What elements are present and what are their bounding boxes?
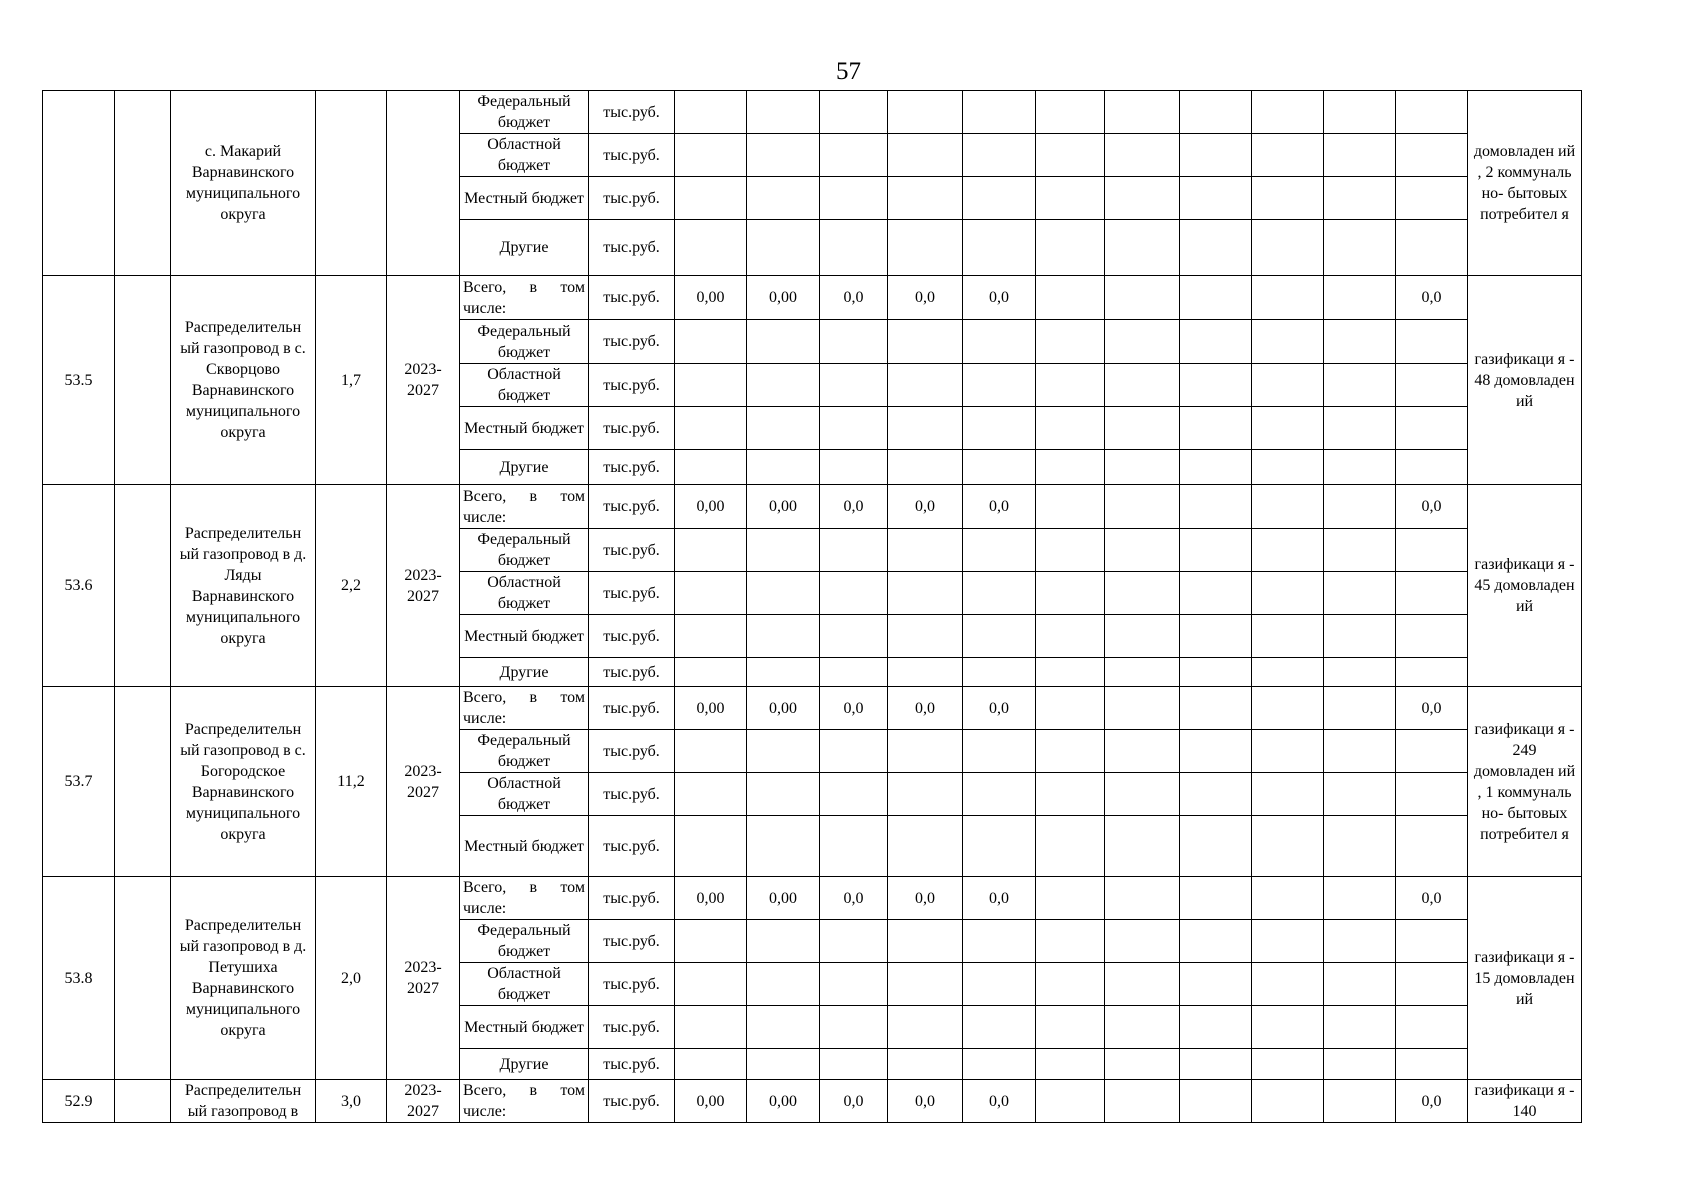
- unit: тыс.руб.: [589, 773, 675, 816]
- item-number: 53.6: [43, 485, 115, 687]
- value: 0,00: [675, 276, 747, 320]
- value: 0,00: [747, 877, 820, 920]
- value: 0,0: [820, 687, 888, 730]
- fund-other: Другие: [460, 450, 589, 485]
- fund-local: Местный бюджет: [460, 816, 589, 877]
- value: 0,0: [963, 877, 1036, 920]
- value: 0,0: [888, 877, 963, 920]
- value: 0,0: [820, 276, 888, 320]
- object-name: Распределительн ый газопровод в д. Петушиха Варнавинского муниципального округа: [171, 877, 316, 1080]
- object-name: с. Макарий Варнавинского муниципального округа: [171, 91, 316, 276]
- unit: тыс.руб.: [589, 963, 675, 1006]
- value: 0,0: [1396, 877, 1468, 920]
- unit: тыс.руб.: [589, 816, 675, 877]
- value: 0,0: [888, 1080, 963, 1123]
- value: 0,0: [820, 485, 888, 529]
- fund-regional: Областной бюджет: [460, 963, 589, 1006]
- unit: тыс.руб.: [589, 730, 675, 773]
- fund-regional: Областной бюджет: [460, 134, 589, 177]
- item-number: 52.9: [43, 1080, 115, 1123]
- item-number: 53.5: [43, 276, 115, 485]
- period: 2023- 2027: [387, 877, 460, 1080]
- result-text: газификаци я - 15 домовладен ий: [1468, 877, 1582, 1080]
- value: 0,0: [1396, 1080, 1468, 1123]
- period: 2023- 2027: [387, 687, 460, 877]
- value: 0,0: [963, 485, 1036, 529]
- unit: тыс.руб.: [589, 687, 675, 730]
- pipeline-length: [316, 91, 387, 276]
- fund-local: Местный бюджет: [460, 1006, 589, 1049]
- table-row: [43, 1080, 1582, 1123]
- investment-table: [42, 90, 1582, 1123]
- pipeline-length: 2,2: [316, 485, 387, 687]
- value: 0,0: [1396, 276, 1468, 320]
- fund-federal: Федеральный бюджет: [460, 730, 589, 773]
- table-row: [43, 687, 1582, 730]
- period: 2023- 2027: [387, 485, 460, 687]
- fund-regional: Областной бюджет: [460, 773, 589, 816]
- item-number: 53.7: [43, 687, 115, 877]
- value: 0,0: [963, 1080, 1036, 1123]
- fund-other: Другие: [460, 1049, 589, 1080]
- value: 0,0: [888, 687, 963, 730]
- value: 0,00: [747, 1080, 820, 1123]
- fund-local: Местный бюджет: [460, 177, 589, 220]
- fund-local: Местный бюджет: [460, 407, 589, 450]
- unit: тыс.руб.: [589, 1006, 675, 1049]
- unit: тыс.руб.: [589, 485, 675, 529]
- unit: тыс.руб.: [589, 658, 675, 687]
- table-row: [43, 877, 1582, 920]
- unit: тыс.руб.: [589, 572, 675, 615]
- fund-total: Всего, в том числе:: [460, 485, 589, 529]
- object-name: Распределительн ый газопровод в с. Богородское Варнавинского муниципального округа: [171, 687, 316, 877]
- value: 0,0: [820, 1080, 888, 1123]
- fund-total: Всего, в том числе:: [460, 1080, 589, 1123]
- table-row: [43, 276, 1582, 320]
- object-name: Распределительн ый газопровод в: [171, 1080, 316, 1123]
- value: 0,00: [747, 485, 820, 529]
- period: 2023- 2027: [387, 276, 460, 485]
- period: [387, 91, 460, 276]
- fund-federal: Федеральный бюджет: [460, 320, 589, 364]
- fund-other: Другие: [460, 220, 589, 276]
- fund-total: Всего, в том числе:: [460, 877, 589, 920]
- result-text: газификаци я - 45 домовладен ий: [1468, 485, 1582, 687]
- unit: тыс.руб.: [589, 1080, 675, 1123]
- value: 0,0: [888, 485, 963, 529]
- value: 0,0: [963, 687, 1036, 730]
- value: 0,0: [888, 276, 963, 320]
- unit: тыс.руб.: [589, 276, 675, 320]
- item-number: 53.8: [43, 877, 115, 1080]
- unit: тыс.руб.: [589, 134, 675, 177]
- value: 0,00: [747, 687, 820, 730]
- result-text: газификаци я - 48 домовладен ий: [1468, 276, 1582, 485]
- period: 2023- 2027: [387, 1080, 460, 1123]
- unit: тыс.руб.: [589, 877, 675, 920]
- value: 0,00: [675, 485, 747, 529]
- result-text: газификаци я - 140: [1468, 1080, 1582, 1123]
- unit: тыс.руб.: [589, 407, 675, 450]
- result-text: домовладен ий , 2 коммуналь но- бытовых потребител я: [1468, 91, 1582, 276]
- fund-other: Другие: [460, 658, 589, 687]
- object-name: Распределительн ый газопровод в д. Ляды Варнавинского муниципального округа: [171, 485, 316, 687]
- object-name: Распределительн ый газопровод в с. Скворцово Варнавинского муниципального округа: [171, 276, 316, 485]
- unit: тыс.руб.: [589, 91, 675, 134]
- unit: тыс.руб.: [589, 450, 675, 485]
- value: 0,0: [820, 877, 888, 920]
- fund-total: Всего, в том числе:: [460, 687, 589, 730]
- item-number: [43, 91, 115, 276]
- fund-regional: Областной бюджет: [460, 572, 589, 615]
- value: 0,00: [675, 877, 747, 920]
- unit: тыс.руб.: [589, 529, 675, 572]
- pipeline-length: 3,0: [316, 1080, 387, 1123]
- value: 0,00: [675, 687, 747, 730]
- table-row: [43, 91, 1582, 134]
- fund-local: Местный бюджет: [460, 615, 589, 658]
- fund-regional: Областной бюджет: [460, 364, 589, 407]
- fund-federal: Федеральный бюджет: [460, 920, 589, 963]
- unit: тыс.руб.: [589, 320, 675, 364]
- fund-federal: Федеральный бюджет: [460, 529, 589, 572]
- unit: тыс.руб.: [589, 920, 675, 963]
- result-text: газификаци я - 249 домовладен ий , 1 коммуналь но- бытовых потребител я: [1468, 687, 1582, 877]
- unit: тыс.руб.: [589, 1049, 675, 1080]
- value: 0,00: [747, 276, 820, 320]
- fund-total: Всего, в том числе:: [460, 276, 589, 320]
- pipeline-length: 11,2: [316, 687, 387, 877]
- unit: тыс.руб.: [589, 220, 675, 276]
- unit: тыс.руб.: [589, 615, 675, 658]
- value: 0,0: [1396, 687, 1468, 730]
- value: 0,0: [1396, 485, 1468, 529]
- table-row: [43, 485, 1582, 529]
- value: 0,00: [675, 1080, 747, 1123]
- pipeline-length: 2,0: [316, 877, 387, 1080]
- pipeline-length: 1,7: [316, 276, 387, 485]
- value: 0,0: [963, 276, 1036, 320]
- page-number: 57: [836, 58, 861, 85]
- unit: тыс.руб.: [589, 364, 675, 407]
- fund-federal: Федеральный бюджет: [460, 91, 589, 134]
- unit: тыс.руб.: [589, 177, 675, 220]
